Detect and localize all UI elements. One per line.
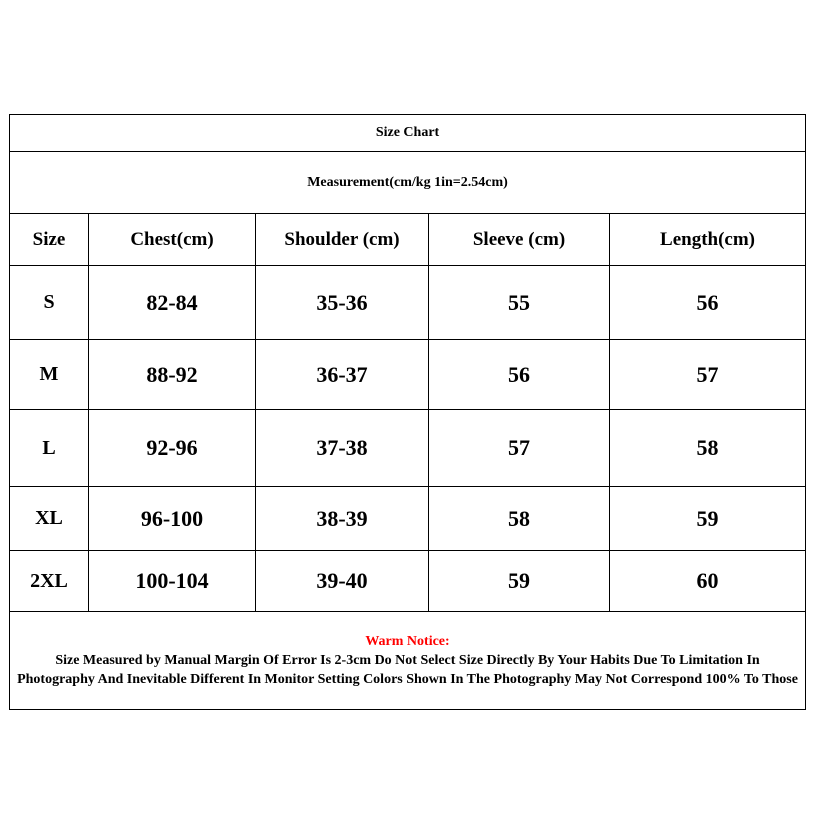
size-cell: 2XL <box>10 551 89 612</box>
chest-cell: 88-92 <box>89 340 256 410</box>
sleeve-cell: 55 <box>429 266 610 340</box>
header-row <box>10 214 806 266</box>
table-row <box>10 340 806 410</box>
notice-title: Warm Notice: <box>365 634 450 649</box>
header-size: Size <box>10 214 89 266</box>
measurement-note: Measurement(cm/kg 1in=2.54cm) <box>10 152 806 214</box>
size-cell: L <box>10 410 89 487</box>
chart-title: Size Chart <box>10 115 806 152</box>
header-sleeve: Sleeve (cm) <box>429 214 610 266</box>
sleeve-cell: 56 <box>429 340 610 410</box>
title-row <box>10 115 806 152</box>
sleeve-cell: 59 <box>429 551 610 612</box>
shoulder-cell: 39-40 <box>256 551 429 612</box>
shoulder-cell: 38-39 <box>256 487 429 551</box>
table-row <box>10 266 806 340</box>
measurement-row <box>10 152 806 214</box>
size-chart-table <box>9 114 806 710</box>
length-cell: 59 <box>610 487 806 551</box>
notice-cell <box>10 612 806 710</box>
shoulder-cell: 35-36 <box>256 266 429 340</box>
notice-body: Size Measured by Manual Margin Of Error Is 2-3cm Do Not Select Size Directly By Your Habits Due To Limitation In Photography And Inevitable Different In Monitor Setting Colors Shown In The Photography May Not Correspond 100% To Those <box>17 653 798 687</box>
length-cell: 57 <box>610 340 806 410</box>
notice-row <box>10 612 806 710</box>
size-cell: XL <box>10 487 89 551</box>
shoulder-cell: 36-37 <box>256 340 429 410</box>
chest-cell: 96-100 <box>89 487 256 551</box>
table-row <box>10 551 806 612</box>
header-chest: Chest(cm) <box>89 214 256 266</box>
sleeve-cell: 58 <box>429 487 610 551</box>
length-cell: 60 <box>610 551 806 612</box>
table-row <box>10 410 806 487</box>
table-row <box>10 487 806 551</box>
size-cell: S <box>10 266 89 340</box>
chest-cell: 82-84 <box>89 266 256 340</box>
size-cell: M <box>10 340 89 410</box>
sleeve-cell: 57 <box>429 410 610 487</box>
shoulder-cell: 37-38 <box>256 410 429 487</box>
chest-cell: 100-104 <box>89 551 256 612</box>
chest-cell: 92-96 <box>89 410 256 487</box>
length-cell: 58 <box>610 410 806 487</box>
length-cell: 56 <box>610 266 806 340</box>
header-length: Length(cm) <box>610 214 806 266</box>
header-shoulder: Shoulder (cm) <box>256 214 429 266</box>
